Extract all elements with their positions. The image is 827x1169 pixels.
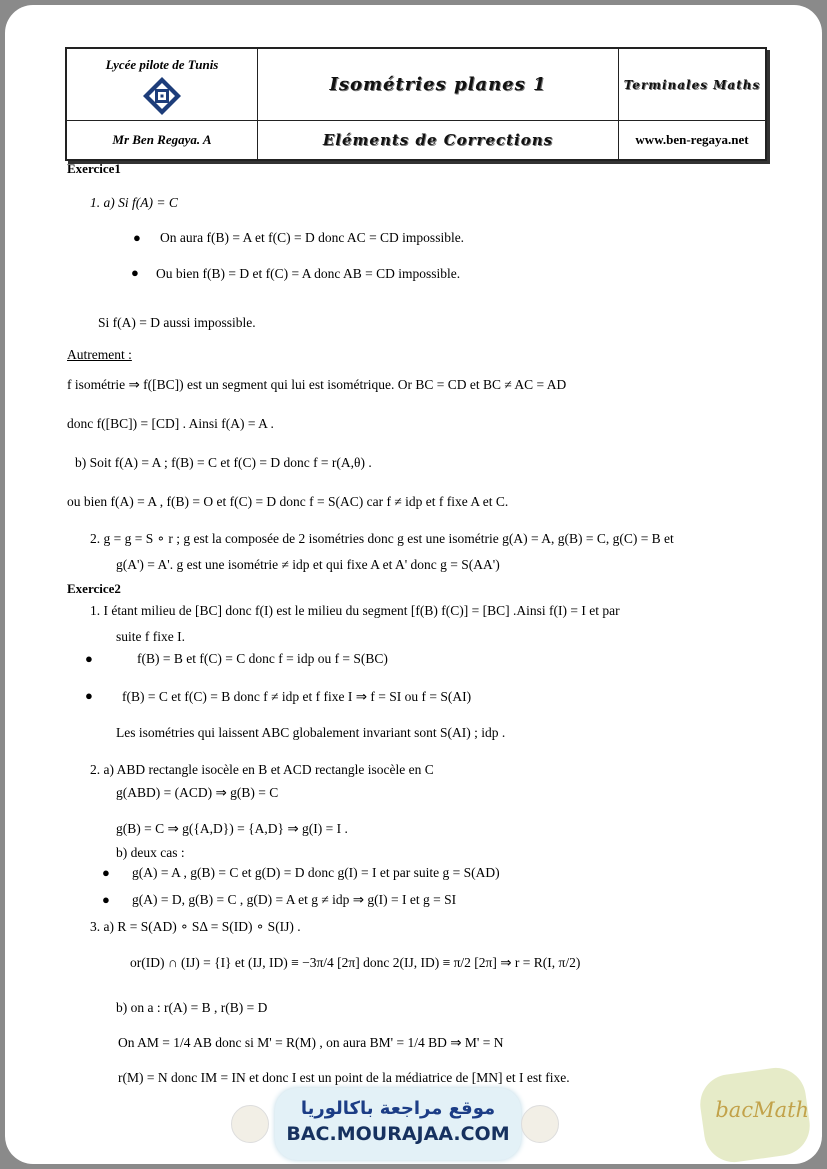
line: donc f([BC]) = [CD] . Ainsi f(A) = A . xyxy=(67,416,274,431)
bacmath-logo-text: bacMath xyxy=(715,1097,810,1122)
line: Ou bien f(B) = D et f(C) = A donc AB = CD impossible. xyxy=(156,266,461,281)
line: 1. I étant milieu de [BC] donc f(I) est le milieu du segment [f(B) f(C)] = [BC] .Ainsi f(I) = I et par xyxy=(90,603,620,618)
page xyxy=(5,5,822,1164)
bullet-icon: ● xyxy=(85,688,93,703)
header-box xyxy=(65,47,767,161)
line: g(A) = D, g(B) = C , g(D) = A et g ≠ idp ⇒ g(I) = I et g = SI xyxy=(132,892,457,907)
site-banner[interactable] xyxy=(275,1088,521,1160)
seal-right-icon xyxy=(521,1105,559,1143)
line: 1. a) Si f(A) = C xyxy=(90,195,178,210)
line: r(M) = N donc IM = IN et donc I est un point de la médiatrice de [MN] et I est fixe. xyxy=(118,1070,570,1085)
website-link[interactable]: www.ben-regaya.net xyxy=(619,121,766,160)
banner-arabic: موقع مراجعة باكالوريا xyxy=(300,1098,496,1119)
line: 3. a) R = S(AD) ∘ SΔ = S(ID) ∘ S(IJ) . xyxy=(90,919,301,934)
line: g(ABD) = (ACD) ⇒ g(B) = C xyxy=(116,785,279,800)
exercise-2-heading: Exercice2 xyxy=(67,581,121,596)
bullet-icon: ● xyxy=(133,230,141,245)
banner-domain: BAC.MOURAJAA.COM xyxy=(286,1123,510,1145)
teacher-name: Mr Ben Regaya. A xyxy=(67,121,258,160)
bacmath-logo xyxy=(696,1064,813,1164)
line: g(A') = A'. g est une isométrie ≠ idp et qui fixe A et A' donc g = S(AA') xyxy=(116,557,500,572)
line: ou bien f(A) = A , f(B) = O et f(C) = D donc f = S(AC) car f ≠ idp et f fixe A et C. xyxy=(67,494,509,509)
line: g(A) = A , g(B) = C et g(D) = D donc g(I) = I et par suite g = S(AD) xyxy=(132,865,500,880)
line: b) Soit f(A) = A ; f(B) = C et f(C) = D donc f = r(A,θ) . xyxy=(75,455,372,470)
doc-subtitle: Eléments de Corrections xyxy=(258,121,619,160)
line: f(B) = C et f(C) = B donc f ≠ idp et f fixe I ⇒ f = SI ou f = S(AI) xyxy=(122,689,472,704)
line: On AM = 1/4 AB donc si M' = R(M) , on aura BM' = 1/4 BD ⇒ M' = N xyxy=(118,1035,504,1050)
exercise-1-heading: Exercice1 xyxy=(67,161,121,176)
line: 2. g = g = S ∘ r ; g est la composée de 2 isométries donc g est une isométrie g(A) = A, g(B) = C, g(C) = B et xyxy=(90,531,674,546)
line: b) deux cas : xyxy=(116,845,185,860)
line: f(B) = B et f(C) = C donc f = idp ou f = S(BC) xyxy=(137,651,388,666)
line: suite f fixe I. xyxy=(116,629,185,644)
school-name: Lycée pilote de Tunis xyxy=(105,57,219,72)
line: or(ID) ∩ (IJ) = {I} et (IJ, ID) ≡ −3π/4 [2π] donc 2(IJ, ID) ≡ π/2 [2π] ⇒ r = R(I, π/2) xyxy=(130,955,581,970)
line: 2. a) ABD rectangle isocèle en B et ACD rectangle isocèle en C xyxy=(90,762,434,777)
line: f isométrie ⇒ f([BC]) est un segment qui lui est isométrique. Or BC = CD et BC ≠ AC = AD xyxy=(67,377,567,392)
line: g(B) = C ⇒ g({A,D}) = {A,D} ⇒ g(I) = I . xyxy=(116,821,348,836)
school-cell xyxy=(67,49,258,121)
seal-left-icon xyxy=(231,1105,269,1143)
line: b) on a : r(A) = B , r(B) = D xyxy=(116,1000,268,1015)
bullet-icon: ● xyxy=(102,892,110,907)
alternative-heading: Autrement : xyxy=(67,347,132,362)
line: Les isométries qui laissent ABC globalement invariant sont S(AI) ; idp . xyxy=(116,725,506,740)
doc-title: Isométries planes 1 xyxy=(258,49,619,121)
bullet-icon: ● xyxy=(85,651,93,666)
line: On aura f(B) = A et f(C) = D donc AC = CD impossible. xyxy=(160,230,465,245)
bullet-icon: ● xyxy=(131,265,139,280)
bullet-icon: ● xyxy=(102,865,110,880)
line: Si f(A) = D aussi impossible. xyxy=(98,315,256,330)
school-logo-icon xyxy=(142,76,182,116)
doc-level: Terminales Maths xyxy=(619,49,766,121)
